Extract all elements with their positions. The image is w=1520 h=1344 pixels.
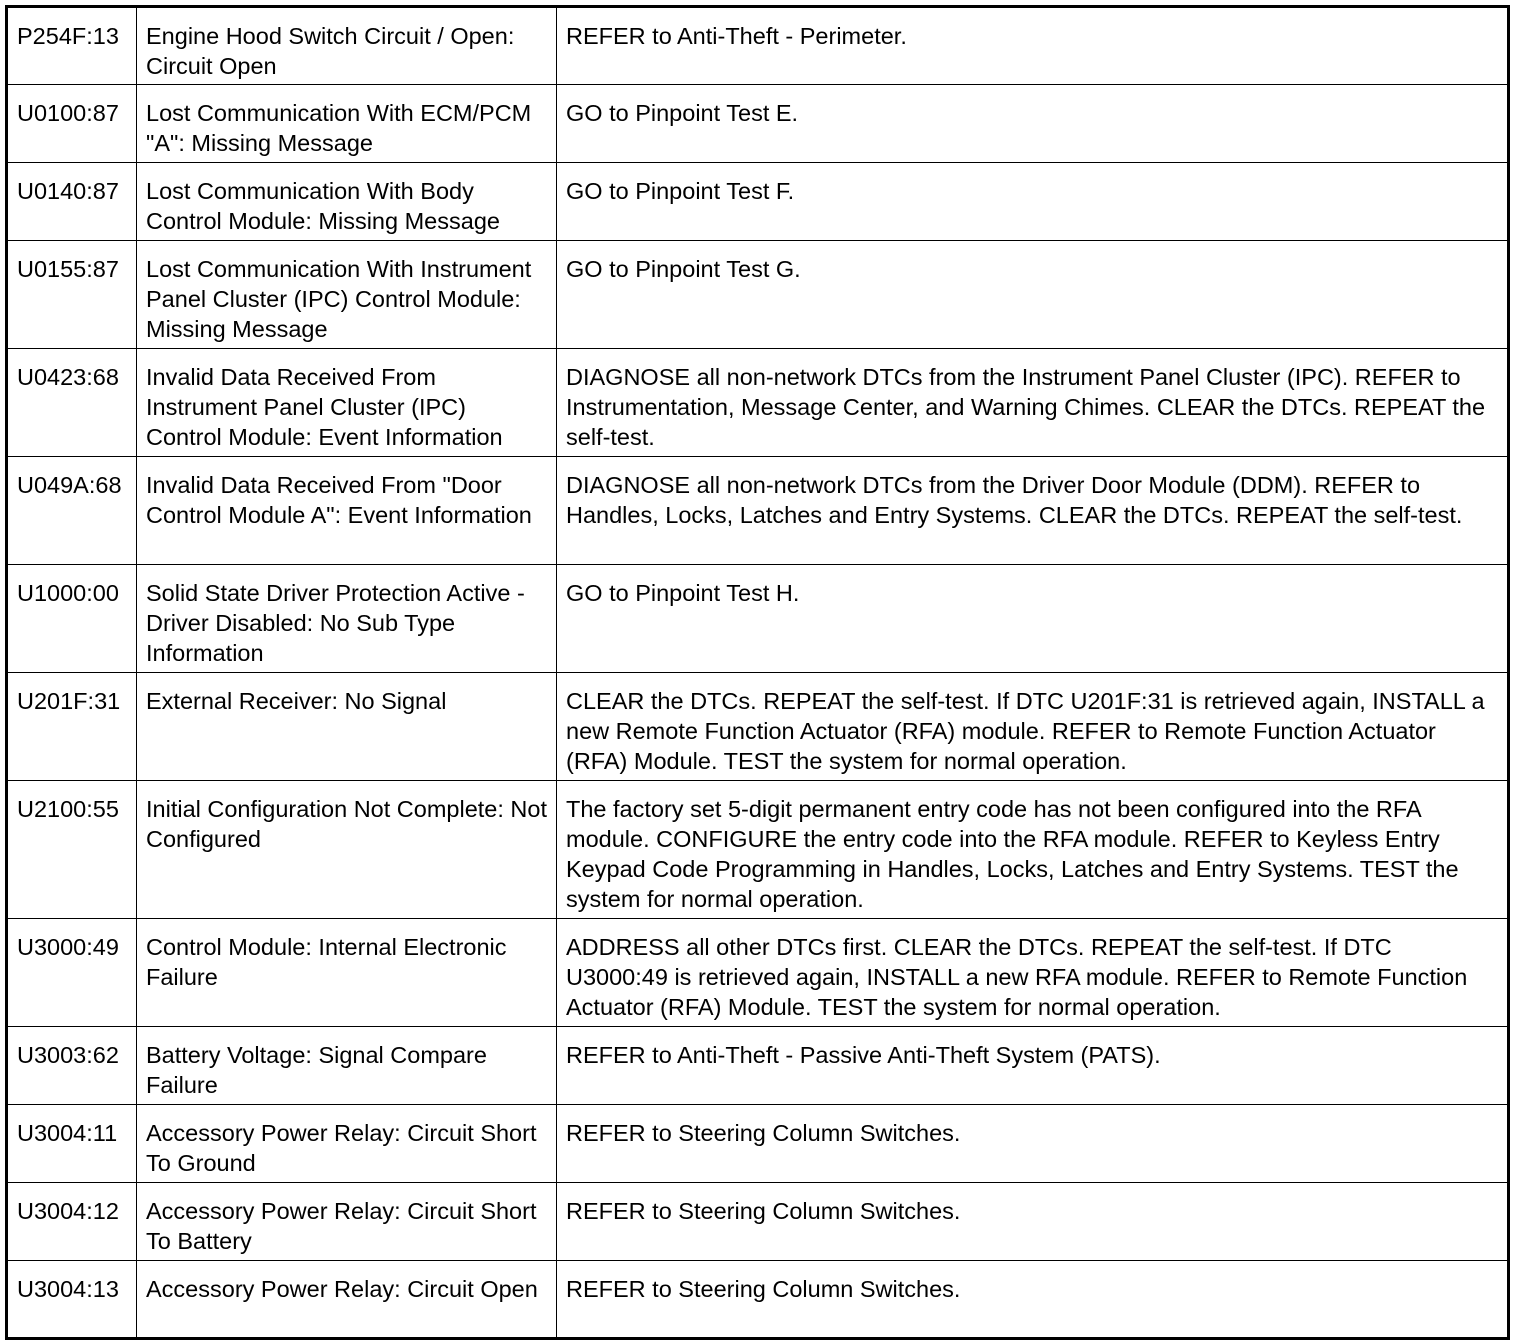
dtc-description: Accessory Power Relay: Circuit Open <box>137 1261 557 1339</box>
dtc-action: REFER to Steering Column Switches. <box>557 1105 1509 1183</box>
dtc-action: GO to Pinpoint Test H. <box>557 565 1509 673</box>
table-row <box>7 85 1509 163</box>
table-row <box>7 565 1509 673</box>
dtc-action: REFER to Steering Column Switches. <box>557 1261 1509 1339</box>
dtc-description: Initial Configuration Not Complete: Not Configured <box>137 781 557 919</box>
dtc-description: Control Module: Internal Electronic Failure <box>137 919 557 1027</box>
dtc-description: Lost Communication With ECM/PCM "A": Missing Message <box>137 85 557 163</box>
dtc-description: Invalid Data Received From "Door Control Module A": Event Information <box>137 457 557 565</box>
dtc-code: U3004:12 <box>7 1183 137 1261</box>
table-row <box>7 1261 1509 1339</box>
dtc-action: The factory set 5-digit permanent entry code has not been configured into the RFA module. CONFIGURE the entry code into the RFA module. REFER to Keyless Entry Keypad Code Programming in Handles, Locks, Latches and Entry Systems. TEST the system for normal operation. <box>557 781 1509 919</box>
dtc-code: U0155:87 <box>7 241 137 349</box>
dtc-description: Battery Voltage: Signal Compare Failure <box>137 1027 557 1105</box>
dtc-code: U3000:49 <box>7 919 137 1027</box>
dtc-code: U0423:68 <box>7 349 137 457</box>
table-row <box>7 1027 1509 1105</box>
dtc-code: U1000:00 <box>7 565 137 673</box>
dtc-code: P254F:13 <box>7 7 137 85</box>
table-row <box>7 673 1509 781</box>
dtc-action: DIAGNOSE all non-network DTCs from the Instrument Panel Cluster (IPC). REFER to Instrumentation, Message Center, and Warning Chimes. CLEAR the DTCs. REPEAT the self-test. <box>557 349 1509 457</box>
dtc-table <box>5 5 1510 1340</box>
dtc-code: U2100:55 <box>7 781 137 919</box>
dtc-action: ADDRESS all other DTCs first. CLEAR the DTCs. REPEAT the self-test. If DTC U3000:49 is retrieved again, INSTALL a new RFA module. REFER to Remote Function Actuator (RFA) Module. TEST the system for normal operation. <box>557 919 1509 1027</box>
dtc-action: REFER to Anti-Theft - Perimeter. <box>557 7 1509 85</box>
dtc-description: Invalid Data Received From Instrument Panel Cluster (IPC) Control Module: Event Information <box>137 349 557 457</box>
dtc-description: Accessory Power Relay: Circuit Short To Battery <box>137 1183 557 1261</box>
dtc-description: Lost Communication With Body Control Module: Missing Message <box>137 163 557 241</box>
dtc-action: CLEAR the DTCs. REPEAT the self-test. If DTC U201F:31 is retrieved again, INSTALL a new Remote Function Actuator (RFA) module. REFER to Remote Function Actuator (RFA) Module. TEST the system for normal operation. <box>557 673 1509 781</box>
dtc-code: U049A:68 <box>7 457 137 565</box>
table-row <box>7 1183 1509 1261</box>
table-row <box>7 349 1509 457</box>
table-row <box>7 7 1509 85</box>
dtc-description: Lost Communication With Instrument Panel Cluster (IPC) Control Module: Missing Message <box>137 241 557 349</box>
table-row <box>7 241 1509 349</box>
dtc-action: REFER to Steering Column Switches. <box>557 1183 1509 1261</box>
table-row <box>7 781 1509 919</box>
dtc-action: REFER to Anti-Theft - Passive Anti-Theft System (PATS). <box>557 1027 1509 1105</box>
dtc-description: Engine Hood Switch Circuit / Open: Circuit Open <box>137 7 557 85</box>
dtc-code: U3004:13 <box>7 1261 137 1339</box>
dtc-code: U0100:87 <box>7 85 137 163</box>
dtc-code: U0140:87 <box>7 163 137 241</box>
dtc-action: GO to Pinpoint Test E. <box>557 85 1509 163</box>
table-row <box>7 163 1509 241</box>
dtc-action: DIAGNOSE all non-network DTCs from the Driver Door Module (DDM). REFER to Handles, Locks, Latches and Entry Systems. CLEAR the DTCs. REPEAT the self-test. <box>557 457 1509 565</box>
dtc-code: U3004:11 <box>7 1105 137 1183</box>
dtc-action: GO to Pinpoint Test G. <box>557 241 1509 349</box>
dtc-code: U3003:62 <box>7 1027 137 1105</box>
dtc-description: Solid State Driver Protection Active - Driver Disabled: No Sub Type Information <box>137 565 557 673</box>
dtc-action: GO to Pinpoint Test F. <box>557 163 1509 241</box>
dtc-code: U201F:31 <box>7 673 137 781</box>
table-row <box>7 457 1509 565</box>
dtc-description: Accessory Power Relay: Circuit Short To Ground <box>137 1105 557 1183</box>
dtc-table-body <box>7 7 1509 1339</box>
table-row <box>7 1105 1509 1183</box>
dtc-description: External Receiver: No Signal <box>137 673 557 781</box>
table-row <box>7 919 1509 1027</box>
